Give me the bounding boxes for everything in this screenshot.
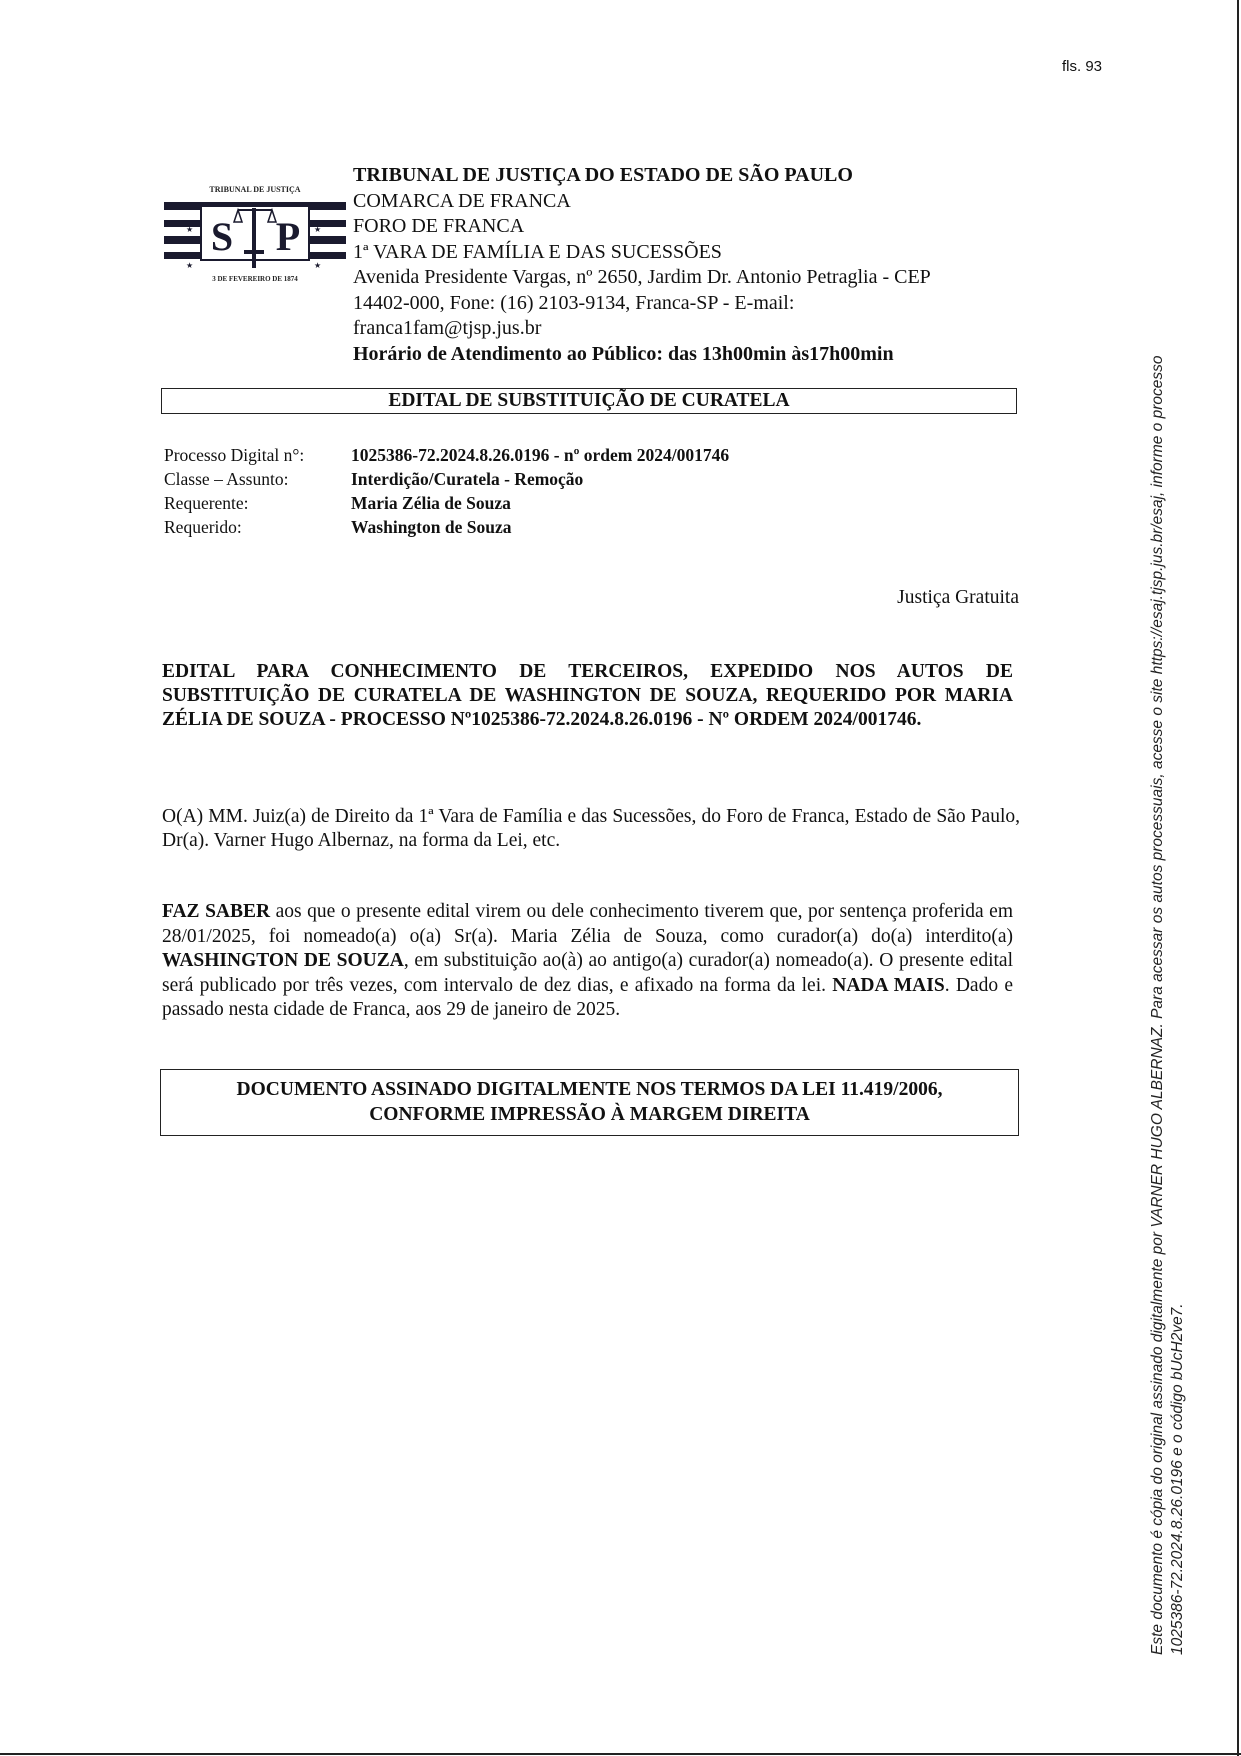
side-note-line-2: 1025386-72.2024.8.26.0196 e o código bUcH2ve7.	[1169, 1303, 1186, 1655]
logo-letter-p: P	[275, 214, 301, 259]
interdito-name: WASHINGTON DE SOUZA	[162, 950, 404, 971]
justica-gratuita: Justiça Gratuita	[897, 587, 1019, 608]
logo-letter-s: S	[210, 214, 234, 259]
case-info-row	[164, 467, 729, 491]
case-info-row	[164, 491, 729, 515]
logo-bottom-text: 3 DE FEVEREIRO DE 1874	[212, 275, 298, 283]
vara: 1ª VARA DE FAMÍLIA E DAS SUCESSÕES	[353, 240, 722, 263]
body-part-3: . Dado e passado nesta cidade de Franca, aos 29 de janeiro de 2025.	[162, 974, 1013, 1020]
logo-top-text: TRIBUNAL DE JUSTIÇA	[209, 185, 301, 194]
case-info-value: Maria Zélia de Souza	[351, 493, 511, 513]
document-title: EDITAL DE SUBSTITUIÇÃO DE CURATELA	[161, 388, 1017, 414]
tjsp-logo	[164, 150, 346, 286]
svg-text:★: ★	[186, 225, 194, 234]
edital-heading: EDITAL PARA CONHECIMENTO DE TERCEIROS, EXPEDIDO NOS AUTOS DE SUBSTITUIÇÃO DE CURATELA DE WASHINGTON DE SOUZA, REQUERIDO POR MARIA ZÉLIA DE SOUZA - PROCESSO Nº1025386-72.2024.8.26.0196 - Nº ORDEM 2024/001746.	[162, 661, 1013, 730]
body-paragraph	[162, 900, 1013, 1023]
case-info-label: Requerente:	[164, 493, 249, 513]
case-info-label: Processo Digital n°:	[164, 445, 305, 465]
page-border-bottom	[0, 1753, 1241, 1755]
opening-hours: Horário de Atendimento ao Público: das 13h00min às17h00min	[353, 342, 894, 365]
court-name: TRIBUNAL DE JUSTIÇA DO ESTADO DE SÃO PAULO	[353, 164, 853, 186]
foro: FORO DE FRANCA	[353, 215, 525, 237]
case-info-label: Requerido:	[164, 517, 242, 537]
svg-text:★: ★	[314, 261, 322, 270]
page-border-right	[1237, 0, 1239, 1756]
case-info-label: Classe – Assunto:	[164, 469, 289, 489]
page-number: fls. 93	[1062, 58, 1103, 75]
body-part-1: aos que o presente edital virem ou dele conhecimento tiverem que, por sentença proferida em 28/01/2025, foi nomeado(a) o(a) Sr(a). Maria Zélia de Souza, como curador(a) do(a) interdito(a)	[162, 901, 1013, 947]
signature-notice-line-1: DOCUMENTO ASSINADO DIGITALMENTE NOS TERMOS DA LEI 11.419/2006,	[236, 1079, 943, 1100]
address-line-2: 14402-000, Fone: (16) 2103-9134, Franca-SP - E-mail:	[353, 291, 795, 314]
comarca: COMARCA DE FRANCA	[353, 189, 571, 212]
intro-paragraph: O(A) MM. Juiz(a) de Direito da 1ª Vara de Família e das Sucessões, do Foro de Franca, Estado de São Paulo, Dr(a). Varner Hugo Albernaz, na forma da Lei, etc.	[162, 806, 1020, 851]
case-info-value: 1025386-72.2024.8.26.0196 - nº ordem 2024/001746	[351, 445, 730, 465]
court-header	[353, 163, 1003, 367]
signature-notice	[160, 1069, 1019, 1136]
nada-mais: NADA MAIS	[832, 974, 945, 996]
case-info-value: Washington de Souza	[351, 517, 512, 537]
case-info-row	[164, 443, 729, 467]
svg-text:★: ★	[186, 261, 194, 270]
side-note-line-1: Este documento é cópia do original assinado digitalmente por VARNER HUGO ALBERNAZ. Para acessar os autos processuais, acesse o site https://esaj.tjsp.jus.br/esaj, informe o processo	[1149, 355, 1166, 1655]
case-info-value: Interdição/Curatela - Remoção	[351, 469, 584, 489]
svg-text:★: ★	[314, 225, 322, 234]
body-part-2: , em substituição ao(à) ao antigo(a) curador(a) nomeado(a). O presente edital será publicado por três vezes, com intervalo de dez dias, e afixado na forma da lei.	[162, 950, 1013, 996]
case-info-row	[164, 515, 729, 539]
address-line-1: Avenida Presidente Vargas, nº 2650, Jardim Dr. Antonio Petraglia - CEP	[353, 266, 931, 288]
case-info	[164, 443, 729, 539]
faz-saber: FAZ SABER	[162, 901, 271, 922]
signature-notice-line-2: CONFORME IMPRESSÃO À MARGEM DIREITA	[369, 1104, 810, 1125]
email: franca1fam@tjsp.jus.br	[353, 317, 542, 339]
digital-signature-side-note	[1148, 235, 1188, 1655]
